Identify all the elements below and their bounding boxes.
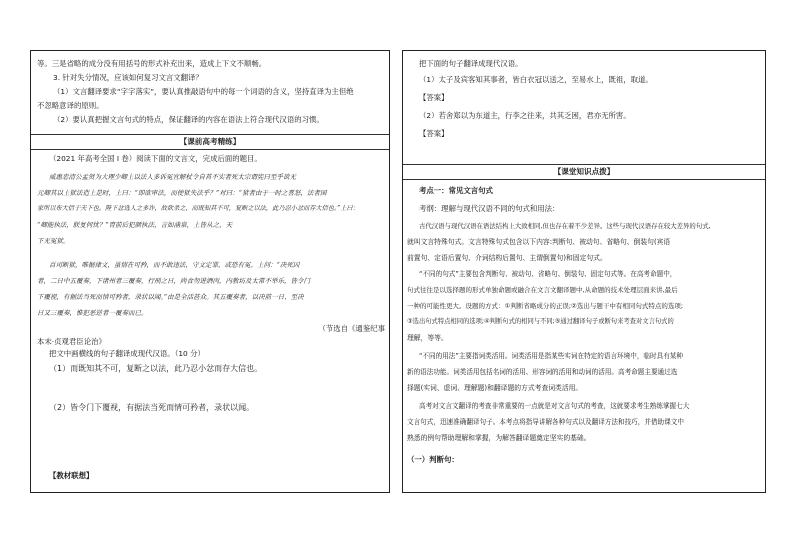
body-line-7: ③选出句式特点相同的选项;④判断句式的相同与不同;⑤通过翻译句子或断句来考查对文言句式的 [407,318,674,325]
passage-intro: （2021 年高考全国 I 卷）阅读下面的文言文，完成后面的题目。 [49,154,262,163]
intro-line-1: 等。三是省略的成分没有用括号的形式补充出来，造成上下文不顺畅。 [37,59,267,68]
right-page [402,50,766,493]
right-top-line-3: （2）若舍郑以为东道主，行李之往来，共其乏困，君亦无所害。 [419,111,631,120]
intro-line-2: 3. 针对失分情况，应该如何复习文言文翻译？ [53,73,203,82]
body-line-13: 文言句式，迅速准确翻译句子。本考点将指导讲解各种句式以及翻译方法和技巧，并借助课文中 [407,418,684,426]
intro-line-4: 不忽略意译的原则。 [37,101,104,110]
body-line-4: “不同的句式”主要包含判断句、被动句、省略句、倒装句、固定句式等。在高考命题中， [419,270,677,278]
section-title-knowledge: 【课堂知识点拨】 [553,167,615,176]
section-band-knowledge [403,164,765,180]
body-line-14: 熟悉的例句帮助理解和掌握，为解答翻译题奠定坚实的基础。 [407,434,591,442]
body-line-3: 前置句、定语后置句、介词结构后置句、主谓倒置句)和固定句式。 [407,254,607,262]
passage-line-7: 者，二日中五覆奏，下诸州者三覆奏，行刑之日，尚食勿进酒肉，内教坊及太常不举乐，皆令门 [37,277,310,285]
right-top-line-1: 把下面的句子翻译成现代汉语。 [419,59,523,68]
body-line-11: 择题(实词、虚词、理解题)和翻译题的方式考查词类活用。 [407,384,583,392]
body-line-5: 句式往往是以选择题的形式单独命题或融合在文言文翻译题中,从命题的技术处理层面来讲,最后 [407,286,678,294]
body-line-9: “不同的用法”主要指词类活用。词类活用是指某些实词在特定的语言环境中，临时具有某种 [419,352,683,360]
passage-line-6: 百司断狱，唯据律文，虽情在可矜，而不敢违法，守文定罪，或恐有冤。上问：“决死囚 [49,261,300,269]
passage-line-8: 下覆视，有据法当死而情可矜者，录状以闻。”由是全活甚众。其五覆奏者，以决前一日、至决 [37,293,304,301]
translation-question: 把文中画横线的句子翻译成现代汉语。（10 分） [49,349,205,358]
right-top-line-2: （1）太子及宾客知其事者，皆白衣冠以送之，至易水上，既祖，取道。 [419,75,653,84]
outline: 考纲：理解与现代汉语不同的句式和用法： [419,204,560,213]
passage-source-2: 本末·贞观君臣论治》 [37,337,106,346]
body-line-6: 一种的可能性更大。设题的方式：①判断省略成分的正误;②选出与题干中有相同句式特点的选项; [407,302,684,310]
intro-line-3: （1）文言翻译要求“字字落实”，要认真推敲语句中的每一个词语的含义，坚持直译为主但绝 [53,87,354,96]
passage-line-9: 日又三覆奏，惟犯恶逆者一覆奏而已。 [37,309,148,317]
question-1: （1）而既知其不可，复断之以法，此乃忍小忿而存大信也。 [49,364,263,373]
point-title: 考点一：常见文言句式 [419,186,493,195]
left-page [30,50,390,493]
body-line-2: 就叫文言特殊句式。文言特殊句式包含以下内容:判断句、被动句、省略句、倒装句(宾语 [407,238,671,246]
question-2: （2）皆令门下覆视，有据法当死而情可矜者，录状以闻。 [49,403,255,412]
passage-line-1: 威惠忠清公孟贤为大理少卿上以法人多诉冤宜解杖令自首不实者死太宗谓宪曰至乎欲无 [49,173,296,181]
section-title-textbook: 【教材联想】 [49,471,94,480]
subhead-judgment: （一）判断句： [407,455,459,464]
body-line-8: 理解，等等。 [407,334,448,342]
section-band-practice [31,134,389,150]
answer-label-1: 【答案】 [419,93,449,102]
section-title-practice: 【课前高考精练】 [179,137,241,146]
body-line-10: 新的语法功能。词类活用包括名词的活用、形容词的活用和动词的活用。高考命题主要通过选 [407,368,678,376]
passage-line-5: 下无冤狱。 [37,237,70,245]
passage-source: （节选自《通鉴纪事 [318,324,385,333]
passage-line-2: 元卿其以上狱法造上是时，上曰：“即欲审法，而使狱失法乎？”对曰：“狱者由于一时之喜怒，法者国 [37,189,327,197]
body-line-1: 古代汉语与现代汉语在语法结构上大致相同,但也存在着不少差异。这些与现代汉语存在较大差异的句式, [419,222,711,230]
passage-line-3: 家所以布大信于天下也。陛下忿选人之多诈，故欲杀之，而既知其不可，复断之以法，此乃忍小忿而存大信也。”上曰： [37,205,359,212]
answer-label-2: 【答案】 [419,129,449,138]
intro-line-5: （2）要认真把握文言句式的特点，保证翻译的内容在语法上符合现代汉语的习惯。 [53,115,324,124]
body-line-12: 高考对文言文翻译的考查非常重要的一点就是对文言句式的考查，这就要求考生熟练掌握七大 [419,402,690,410]
passage-line-4: “卿能执法，朕复何忧？”胄前后犯颜执法，言如涌泉，上皆从之，天 [37,221,233,229]
